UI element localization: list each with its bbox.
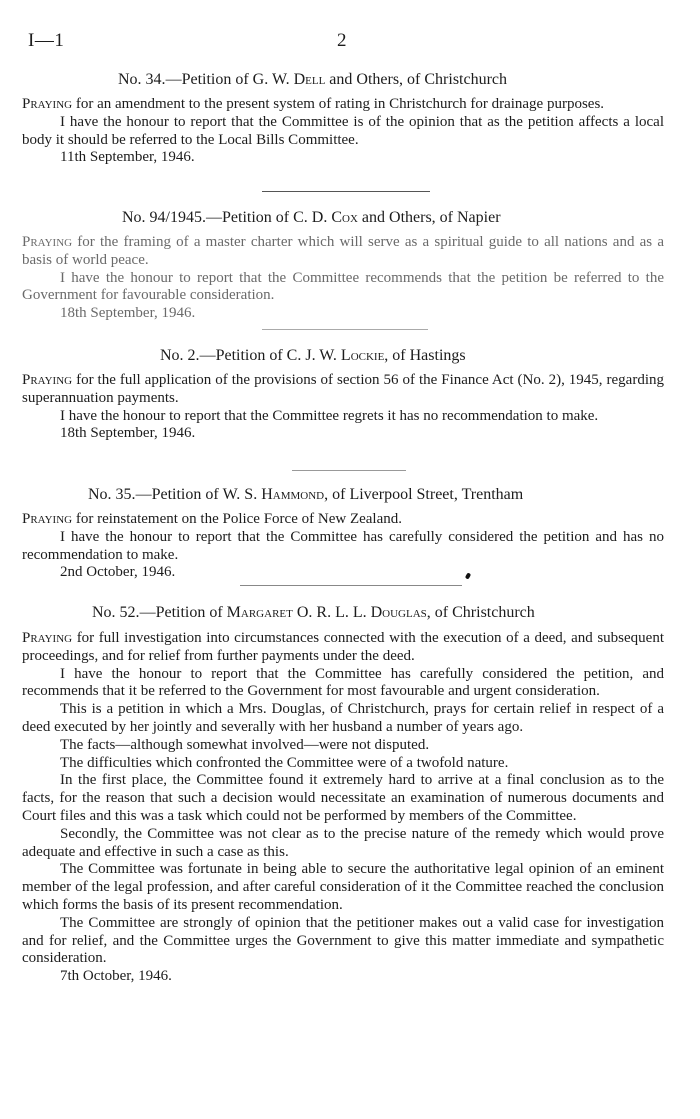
praying-paragraph: Praying for an amendment to the present system of rating in Christchurch for drainage purposes. [22,96,605,112]
body-paragraph: This is a petition in which a Mrs. Douglas, of Christchurch, prays for certain relief in respect of a deed executed by her jointly and severally with her husband a number of years ago. [22,701,664,735]
report-paragraph: I have the honour to report that the Committee has carefully considered the petition and has no recommendation to make. [22,528,664,563]
praying-paragraph: Praying for the framing of a master charter which will serve as a spiritual guide to all nations and as a basis of world peace. [22,234,664,268]
petitioner-name: Margaret O. R. L. L. Douglas [226,604,427,621]
petition-section-52 [22,603,664,986]
paper-reference: I—1 [28,30,65,51]
report-paragraph: I have the honour to report that the Committee regrets it has no recommendation to make. [60,407,599,424]
praying-paragraph: Praying for the full application of the provisions of section 56 of the Finance Act (No. 2), 1945, regarding superannuation payments. [22,372,664,406]
body-paragraph: The Committee was fortunate in being able to secure the authoritative legal opinion of an eminent member of the legal profession, and after careful consideration of it the Committee reached the conclusion which forms the basis of its present recommendation. [22,861,664,913]
report-paragraph: I have the honour to report that the Committee recommends that the petition be referred to the Government for favourable consideration. [22,269,664,304]
petition-section-2 [22,346,664,443]
section-divider [292,470,406,471]
petitioner-name: W. S. Hammond [222,486,325,503]
praying-paragraph: Praying for reinstatement on the Police Force of New Zealand. [22,511,402,527]
section-divider [262,191,430,192]
body-paragraph: The facts—although somewhat involved—were not disputed. [60,736,430,753]
report-date: 18th September, 1946. [60,305,196,322]
petition-heading: No. 35.—Petition of W. S. Hammond, of Liverpool Street, Trentham [88,486,524,503]
petition-heading: No. 34.—Petition of G. W. Dell and Others, of Christchurch [118,71,508,88]
petition-heading: No. 52.—Petition of Margaret O. R. L. L. Douglas, of Christchurch [92,604,535,621]
report-date: 7th October, 1946. [60,968,172,985]
petition-heading: No. 94/1945.—Petition of C. D. Cox and Others, of Napier [122,209,501,226]
report-date: 2nd October, 1946. [60,564,176,581]
petitioner-name: C. D. Cox [293,209,358,226]
petitioner-name: G. W. Dell [252,71,326,88]
section-divider [240,585,462,586]
section-divider [262,329,428,330]
report-date: 18th September, 1946. [60,425,196,442]
praying-paragraph: Praying for full investigation into circumstances connected with the execution of a deed, and subsequent proceedings, and for relief from further payments under the deed. [22,630,664,664]
page-number: 2 [337,30,347,51]
body-paragraph: The difficulties which confronted the Committee were of a twofold nature. [60,754,509,771]
petition-section-34 [22,70,664,167]
report-paragraph: I have the honour to report that the Committee is of the opinion that as the petition affects a local body it should be referred to the Local Bills Committee. [22,113,664,148]
report-paragraph: I have the honour to report that the Committee has carefully considered the petition, and recommends that it be referred to the Government for most favourable and urgent consideration. [22,665,664,700]
petition-heading: No. 2.—Petition of C. J. W. Lockie, of Hastings [160,347,466,364]
petition-section-35 [22,485,664,582]
petitioner-name: C. J. W. Lockie [286,347,385,364]
report-date: 11th September, 1946. [60,149,195,166]
body-paragraph: The Committee are strongly of opinion that the petitioner makes out a valid case for investigation and for relief, and the Committee urges the Government to give this matter immediate and sympathetic consideration. [22,914,664,967]
body-paragraph: Secondly, the Committee was not clear as to the precise nature of the remedy which would prove adequate and effective in such a case as this. [22,825,664,860]
body-paragraph: In the first place, the Committee found it extremely hard to arrive at a final conclusion as to the facts, for the reason that such a decision would necessitate an examination of numerous documents and Court files and this was a task which could not be performed by members of the Committee. [22,772,664,824]
petition-section-94 [22,208,664,323]
